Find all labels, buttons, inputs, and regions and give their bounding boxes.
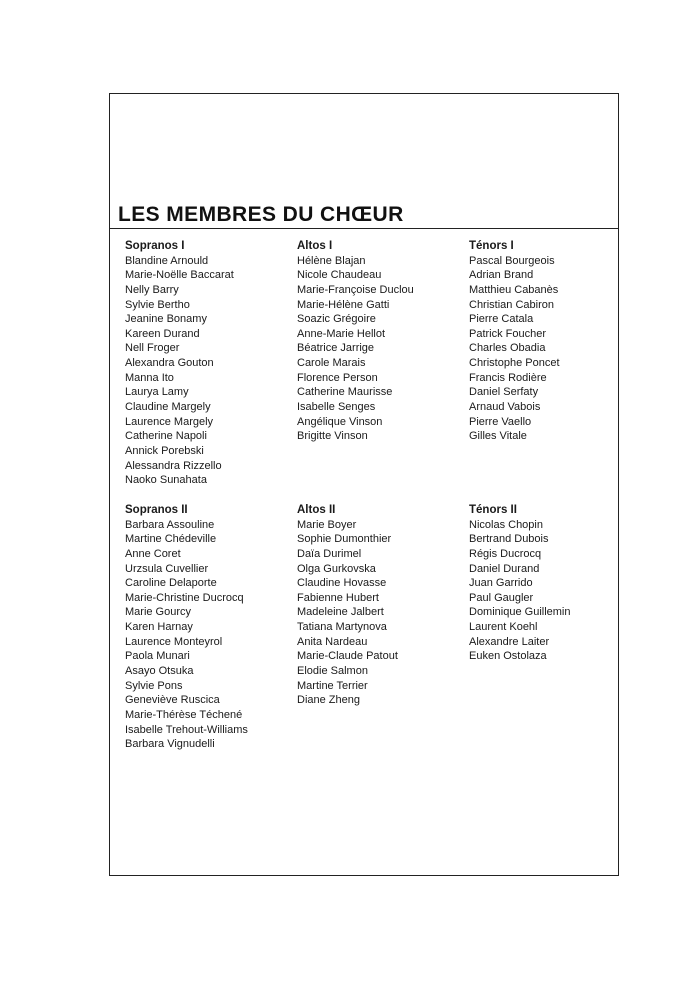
choir-member-name: Pascal Bourgeois <box>469 254 555 267</box>
choir-member-name: Barbara Assouline <box>125 518 215 531</box>
choir-member-name: Catherine Napoli <box>125 430 207 443</box>
choir-member-name: Martine Chédeville <box>125 533 217 546</box>
choir-member-name: Hélène Blajan <box>297 254 366 267</box>
section-altos-2 <box>297 503 462 708</box>
choir-member-name: Patrick Foucher <box>469 327 547 340</box>
name-list <box>297 254 462 444</box>
choir-member-name: Marie Gourcy <box>125 606 192 619</box>
name-list <box>469 254 634 444</box>
choir-member-name: Martine Terrier <box>297 679 368 692</box>
choir-member-name: Sophie Dumonthier <box>297 533 392 546</box>
choir-member-name: Marie-Claude Patout <box>297 650 398 663</box>
choir-member-name: Naoko Sunahata <box>125 474 207 487</box>
choir-member-name: Nelly Barry <box>125 283 179 296</box>
choir-member-name: Francis Rodière <box>469 371 547 384</box>
choir-member-name: Gilles Vitale <box>469 430 527 443</box>
choir-member-name: Anita Nardeau <box>297 635 368 648</box>
name-list <box>297 518 462 708</box>
choir-member-name: Brigitte Vinson <box>297 430 368 443</box>
choir-member-name: Carole Marais <box>297 357 366 370</box>
choir-member-name: Laurence Margely <box>125 415 214 428</box>
choir-member-name: Pierre Vaello <box>469 415 532 428</box>
choir-member-name: Christian Cabiron <box>469 298 554 311</box>
choir-member-name: Marie-Noëlle Baccarat <box>125 269 234 282</box>
choir-member-name: Annick Porebski <box>125 444 204 457</box>
choir-member-name: Bertrand Dubois <box>469 533 549 546</box>
choir-member-name: Arnaud Vabois <box>469 401 541 413</box>
choir-member-name: Anne Coret <box>125 547 181 560</box>
choir-member-name: Marie-Françoise Duclou <box>297 283 414 296</box>
choir-member-name: Barbara Vignudelli <box>125 738 215 751</box>
section-heading: Sopranos II <box>125 504 188 516</box>
choir-member-name: Manna Ito <box>125 371 174 384</box>
choir-member-name: Daniel Serfaty <box>469 386 539 399</box>
choir-member-name: Laurya Lamy <box>125 386 189 399</box>
choir-member-name: Urzsula Cuvellier <box>125 562 209 575</box>
choir-member-name: Tatiana Martynova <box>297 621 387 634</box>
choir-member-name: Kareen Durand <box>125 327 200 340</box>
section-heading: Altos II <box>297 504 336 516</box>
choir-member-name: Caroline Delaporte <box>125 577 217 590</box>
choir-member-name: Daïa Durimel <box>297 547 362 560</box>
choir-member-name: Matthieu Cabanès <box>469 283 559 296</box>
choir-member-name: Marie-Christine Ducrocq <box>125 591 244 604</box>
choir-member-name: Laurence Monteyrol <box>125 635 223 648</box>
choir-member-name: Christophe Poncet <box>469 357 560 370</box>
choir-member-name: Marie Boyer <box>297 518 357 531</box>
choir-member-name: Sylvie Pons <box>125 679 183 692</box>
choir-member-name: Régis Ducrocq <box>469 547 542 560</box>
choir-member-name: Claudine Margely <box>125 401 211 413</box>
choir-member-name: Sylvie Bertho <box>125 298 190 311</box>
choir-member-name: Florence Person <box>297 371 378 384</box>
choir-member-name: Nicole Chaudeau <box>297 269 382 282</box>
choir-member-name: Marie-Hélène Gatti <box>297 298 390 311</box>
choir-member-name: Soazic Grégoire <box>297 313 376 326</box>
choir-member-name: Alexandre Laiter <box>469 635 550 648</box>
choir-member-name: Madeleine Jalbert <box>297 606 384 619</box>
choir-member-name: Olga Gurkovska <box>297 562 376 575</box>
name-list <box>125 518 290 752</box>
section-heading: Altos I <box>297 240 333 252</box>
section-heading: Sopranos I <box>125 240 185 252</box>
choir-member-name: Pierre Catala <box>469 313 534 326</box>
choir-member-name: Karen Harnay <box>125 621 193 634</box>
name-list <box>125 254 290 488</box>
section-sopranos-1 <box>125 239 290 488</box>
choir-member-name: Anne-Marie Hellot <box>297 327 386 340</box>
section-tenors-1 <box>469 239 634 444</box>
section-heading: Ténors I <box>469 240 514 252</box>
choir-member-name: Charles Obadia <box>469 342 546 355</box>
choir-member-name: Paul Gaugler <box>469 591 534 604</box>
choir-member-name: Béatrice Jarrige <box>297 342 375 355</box>
choir-member-name: Dominique Guillemin <box>469 606 571 619</box>
page-title: LES MEMBRES DU CHŒUR <box>118 203 404 226</box>
choir-member-name: Alexandra Gouton <box>125 357 214 370</box>
title-divider <box>109 228 619 229</box>
choir-member-name: Catherine Maurisse <box>297 386 393 399</box>
section-heading: Ténors II <box>469 504 517 516</box>
choir-member-name: Elodie Salmon <box>297 665 368 677</box>
choir-member-name: Angélique Vinson <box>297 415 383 428</box>
choir-member-name: Nell Froger <box>125 342 180 355</box>
choir-member-name: Laurent Koehl <box>469 621 538 634</box>
choir-member-name: Isabelle Senges <box>297 401 376 413</box>
name-list <box>469 518 634 664</box>
choir-member-name: Marie-Thérèse Téchené <box>125 708 243 721</box>
choir-member-name: Nicolas Chopin <box>469 518 543 531</box>
choir-member-name: Euken Ostolaza <box>469 650 547 663</box>
choir-member-name: Daniel Durand <box>469 562 540 575</box>
section-sopranos-2 <box>125 503 290 752</box>
choir-member-name: Adrian Brand <box>469 269 534 282</box>
choir-member-name: Claudine Hovasse <box>297 577 387 590</box>
choir-member-name: Diane Zheng <box>297 694 360 707</box>
choir-member-name: Jeanine Bonamy <box>125 313 207 326</box>
choir-member-name: Juan Garrido <box>469 577 533 590</box>
choir-member-name: Alessandra Rizzello <box>125 459 222 472</box>
choir-member-name: Geneviève Ruscica <box>125 694 220 707</box>
section-tenors-2 <box>469 503 634 664</box>
choir-member-name: Fabienne Hubert <box>297 591 379 604</box>
choir-member-name: Asayo Otsuka <box>125 665 194 677</box>
choir-member-name: Paola Munari <box>125 650 190 663</box>
section-altos-1 <box>297 239 462 444</box>
choir-member-name: Blandine Arnould <box>125 254 209 267</box>
choir-member-name: Isabelle Trehout-Williams <box>125 723 248 736</box>
